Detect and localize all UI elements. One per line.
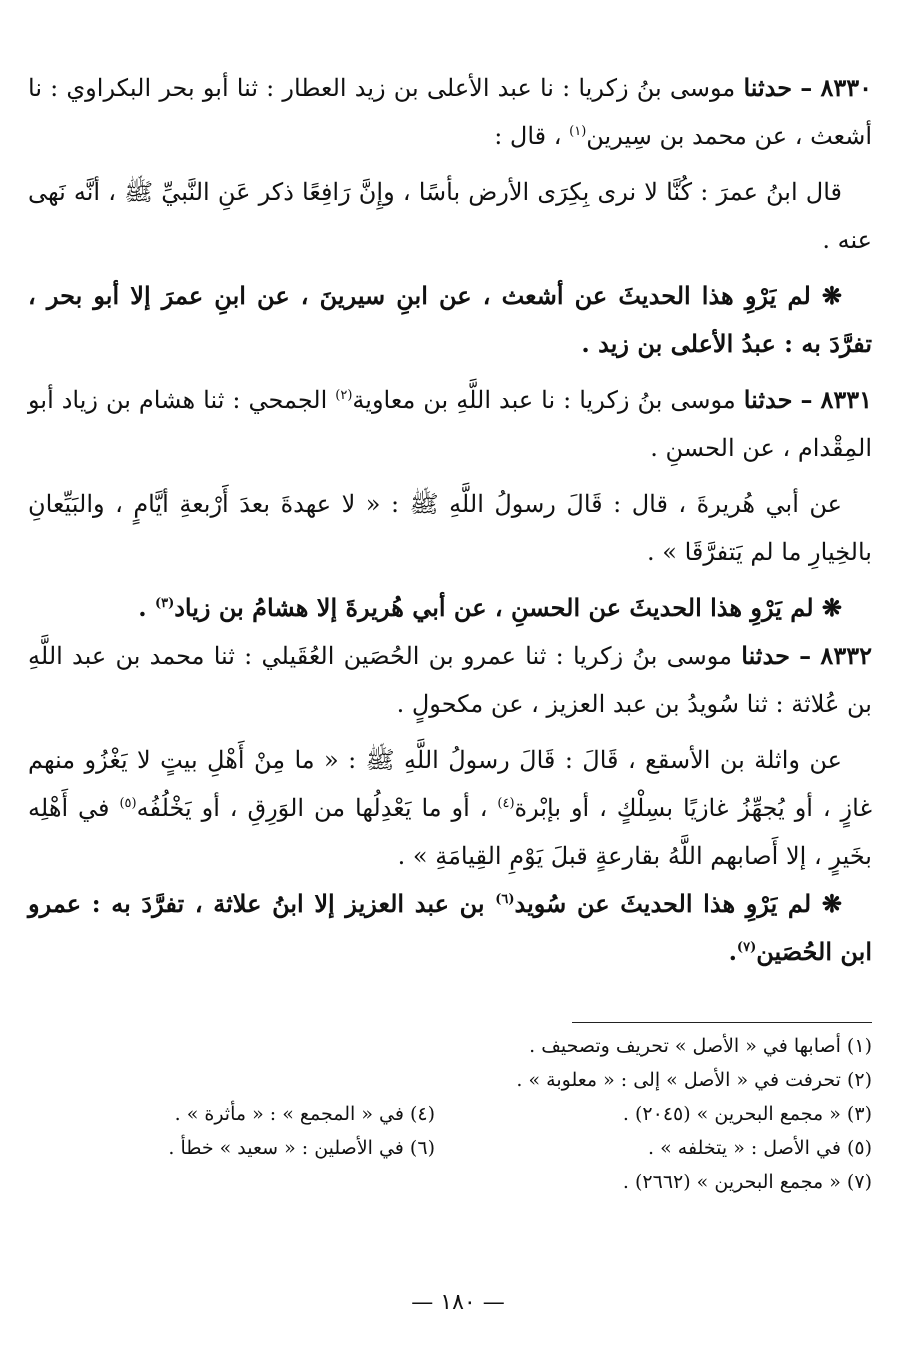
footnote-divider bbox=[572, 1022, 872, 1023]
footnote-ref: (٢) bbox=[335, 388, 353, 403]
footnote-ref: (١) bbox=[569, 124, 587, 139]
hadith-text: عن واثلة بن الأسقع ، قَالَ : قَالَ رسولُ اللَّهِ ﷺ : « ما مِنْ أَهْلِ بيتٍ لا يَغْزُو منهم غازٍ ، أو يُجهِّزُ غازيًا بسِلْكٍ ، أو بإبْرة bbox=[28, 746, 873, 822]
hadith-8332-chain bbox=[28, 632, 872, 728]
star-icon: ❋ bbox=[821, 281, 842, 310]
footnote-column-left bbox=[28, 1029, 435, 1199]
footnote-ref: (٣) bbox=[154, 596, 175, 611]
hadith-number: ٨٣٣١ bbox=[820, 385, 872, 414]
footnote-item: (٢) تحرفت في « الأصل » إلى : « معلوبة » . bbox=[516, 1069, 872, 1091]
footnote-item: (٦) في الأصلين : « سعيد » خطأ . bbox=[168, 1137, 435, 1159]
comment-text: لم يَرْوِ هذا الحديثَ عن أشعث ، عن ابنِ سيرينَ ، عن ابنِ عمرَ إلا أبو بحر ، تفرَّدَ به : عبدُ الأعلى بن زيد . bbox=[28, 281, 872, 358]
footnote-item: (١) أصابها في « الأصل » تحريف وتصحيف . bbox=[529, 1035, 872, 1057]
footnote-ref: (٧) bbox=[736, 940, 757, 955]
footnote-item: (٧) « مجمع البحرين » (٢٦٦٢) . bbox=[622, 1171, 872, 1193]
hadith-lead: حدثنا bbox=[743, 73, 793, 102]
hadith-8331-text: عن أبي هُريرةَ ، قال : قَالَ رسولُ اللَّهِ ﷺ : « لا عهدةَ بعدَ أَرْبعةِ أيَّامٍ ، والبَيِّعانِ بالخِيارِ ما لم يَتفرَّقَا » . bbox=[28, 490, 872, 566]
chain-text: موسى بنُ زكريا : نا عبد اللَّهِ بن معاوية bbox=[352, 386, 736, 414]
footnote-item: (٤) في « المجمع » : « مأثرة » . bbox=[174, 1103, 435, 1125]
footnotes bbox=[28, 1022, 872, 1199]
hadith-8332-comment bbox=[28, 880, 872, 976]
dash: – bbox=[800, 73, 813, 102]
footnote-column-right bbox=[465, 1029, 872, 1199]
hadith-8330-comment bbox=[28, 272, 872, 368]
star-icon: ❋ bbox=[821, 889, 842, 918]
hadith-text: في أَهْلِه بخَيرٍ ، إلا أَصابهم اللَّهُ بقارعةٍ قبلَ يَوْمِ القِيامَةِ » . bbox=[28, 794, 872, 870]
comment-text: لم يَرْوِ هذا الحديثَ عن سُويد bbox=[514, 889, 812, 918]
footnote-item: (٥) في الأصل : « يتخلفه » . bbox=[648, 1137, 872, 1159]
star-icon: ❋ bbox=[821, 593, 842, 622]
hadith-8330-chain bbox=[28, 64, 872, 160]
chain-text: الجمحي : ثنا هشام بن زياد أبو المِقْدام ، عن الحسنِ . bbox=[28, 386, 872, 462]
footnote-ref: (٦) bbox=[495, 892, 515, 907]
hadith-lead: حدثنا bbox=[743, 385, 793, 414]
page-number: — ١٨٠ — bbox=[411, 1290, 505, 1315]
dash: – bbox=[800, 385, 813, 414]
footnote-grid bbox=[28, 1029, 872, 1199]
hadith-text: ، أو ما يَعْدِلُها من الوَرِقِ ، أو يَخْلُفُه bbox=[136, 794, 498, 822]
hadith-8330-text: قال ابنُ عمرَ : كُنَّا لا نرى بِكِرَى الأرض بأسًا ، وإِنَّ رَافِعًا ذكر عَنِ النَّبيِّ ﷺ ، أنَّه نَهى عنه . bbox=[28, 178, 872, 254]
comment-text: لم يَرْوِ هذا الحديثَ عن الحسنِ ، عن أبي هُريرةَ إلا هشامُ بن زياد bbox=[174, 593, 814, 622]
hadith-8331-chain bbox=[28, 376, 872, 472]
footnote-item: (٣) « مجمع البحرين » (٢٠٤٥) . bbox=[622, 1103, 872, 1125]
chain-text: موسى بنُ زكريا : نا عبد الأعلى بن زيد العطار : ثنا أبو بحر البكراوي : نا أشعث ، عن محمد بن سِيرين bbox=[28, 74, 872, 150]
hadith-number: ٨٣٣٢ bbox=[820, 641, 872, 670]
hadith-number: ٨٣٣٠ bbox=[820, 73, 873, 102]
dash: – bbox=[799, 641, 812, 670]
comment-text: بن عبد العزيز إلا ابنُ علاثة ، تفرَّدَ به : عمرو ابن الحُصَين bbox=[28, 889, 872, 966]
hadith-8332-text bbox=[28, 736, 872, 880]
chain-text: موسى بنُ زكريا : ثنا عمرو بن الحُصَين العُقَيلي : ثنا محمد بن عبد اللَّهِ بن عُلاثة : ثنا سُويدُ بن عبد العزيز ، عن مكحولٍ . bbox=[28, 642, 872, 718]
comment-text: . bbox=[138, 593, 155, 622]
chain-text: ، قال : bbox=[494, 122, 570, 150]
footnote-ref: (٥) bbox=[119, 796, 137, 811]
hadith-lead: حدثنا bbox=[741, 641, 790, 670]
footnote-ref: (٤) bbox=[497, 796, 515, 811]
page-body bbox=[28, 64, 872, 976]
comment-text: . bbox=[728, 937, 737, 966]
hadith-8331-comment bbox=[28, 584, 872, 632]
